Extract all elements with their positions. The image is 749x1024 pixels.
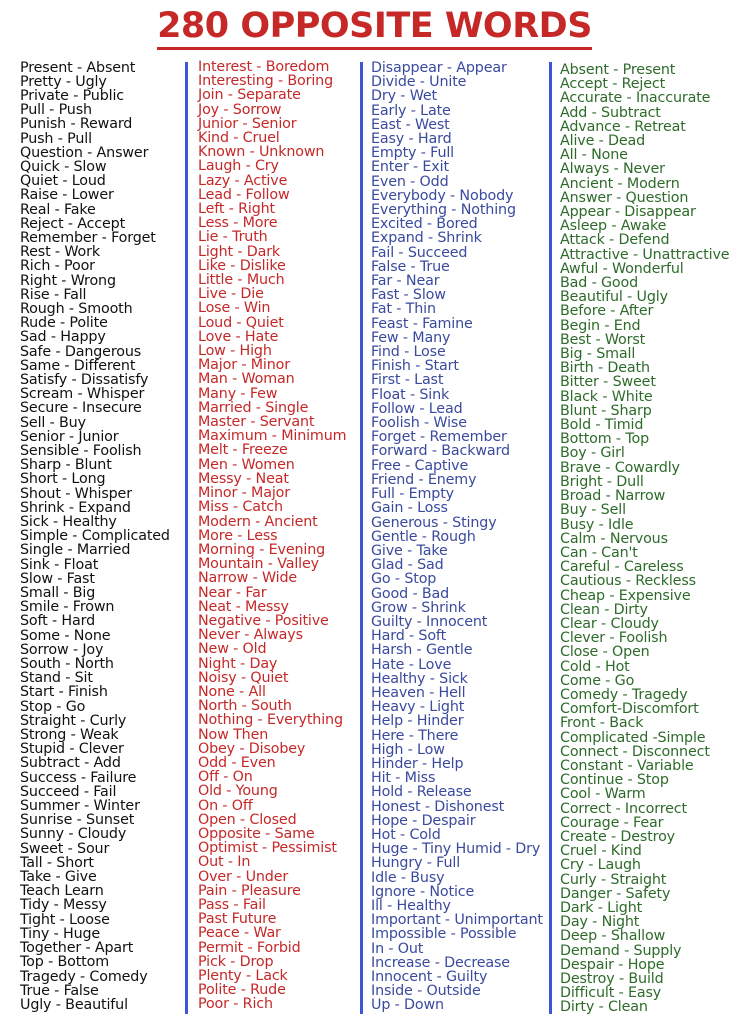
word-pair-item: Cold - Hot — [560, 658, 630, 675]
word-pair-item: Bad - Good — [560, 275, 639, 292]
word-pair-item: Pick - Drop — [198, 953, 274, 970]
word-pair-item: Add - Subtract — [560, 104, 661, 121]
word-pair-item: Close - Open — [560, 644, 650, 661]
word-pair-item: Innocent - Guilty — [371, 969, 488, 985]
word-pair-item: Right - Wrong — [20, 272, 116, 289]
column-divider-1 — [185, 62, 188, 1014]
word-pair-item: Tight - Loose — [20, 911, 110, 928]
word-pair-item: Rest - Work — [20, 244, 100, 261]
word-pair-item: Demand - Supply — [560, 942, 682, 959]
word-pair-item: Many - Few — [198, 385, 278, 402]
word-pair-item: Inside - Outside — [371, 983, 481, 1000]
word-pair-item: Danger - Safety — [560, 885, 671, 902]
word-pair-item: Float - Sink — [371, 386, 450, 403]
word-pair-item: Plenty - Lack — [198, 968, 288, 984]
word-column-4 — [560, 63, 729, 1015]
word-pair-item: Healthy - Sick — [371, 670, 468, 687]
word-pair-item: Friend - Enemy — [371, 471, 477, 488]
word-pair-item: Here - There — [371, 727, 459, 744]
word-pair-item: Never - Always — [198, 627, 303, 644]
word-pair-item: Important - Unimportant — [371, 912, 543, 929]
word-pair-item: Sorrow - Joy — [20, 641, 104, 658]
word-pair-item: Opposite - Same — [198, 825, 315, 842]
word-pair-item: North - South — [198, 698, 292, 715]
word-pair-item: New - Old — [198, 641, 267, 658]
word-pair-item: Alive - Dead — [560, 133, 646, 150]
word-pair-item: Busy - Idle — [560, 516, 634, 533]
word-pair-item: First - Last — [371, 372, 444, 389]
word-pair-item: Heavy - Light — [371, 699, 465, 716]
word-pair-item: Everybody - Nobody — [371, 187, 514, 204]
word-pair-item: Cruel - Kind — [560, 843, 642, 860]
word-pair-item: Safe - Dangerous — [20, 343, 142, 360]
word-pair-item: Fast - Slow — [371, 287, 446, 304]
word-pair-item: Always - Never — [560, 161, 665, 178]
word-pair-item: Sunny - Cloudy — [20, 826, 127, 843]
word-pair-item: Joy - Sorrow — [198, 101, 282, 118]
word-pair-item: Empty - Full — [371, 145, 454, 162]
word-pair-item: Harsh - Gentle — [371, 642, 473, 659]
word-pair-item: Same - Different — [20, 357, 136, 374]
word-pair-item: Disappear - Appear — [371, 60, 507, 76]
word-pair-item: Awful - Wonderful — [560, 260, 684, 277]
word-pair-item: Up - Down — [371, 997, 444, 1014]
word-pair-item: Careful - Careless — [560, 559, 684, 576]
word-pair-item: Tragedy - Comedy — [20, 968, 148, 985]
word-pair-item: Big - Small — [560, 346, 636, 363]
word-pair-item: Sharp - Blunt — [20, 457, 112, 474]
word-pair-item: Continue - Stop — [560, 772, 669, 789]
word-pair-item: Dark - Light — [560, 899, 643, 916]
word-pair-item: Kind - Cruel — [198, 130, 280, 147]
word-pair-item: Fail - Succeed — [371, 244, 468, 261]
word-pair-item: Light - Dark — [198, 243, 281, 260]
word-pair-item: Satisfy - Dissatisfy — [20, 371, 149, 388]
word-pair-item: Neat - Messy — [198, 598, 289, 615]
word-pair-item: Major - Minor — [198, 357, 290, 374]
word-pair-item: Dirty - Clean — [560, 999, 648, 1016]
word-pair-item: Boy - Girl — [560, 445, 625, 462]
word-pair-item: Hot - Cold — [371, 826, 441, 843]
word-pair-item: Clear - Cloudy — [560, 615, 659, 632]
word-pair-item: Day - Night — [560, 914, 640, 931]
word-pair-item: Hope - Despair — [371, 812, 476, 829]
word-pair-item: Buy - Sell — [560, 502, 626, 519]
word-pair-item: Start - Finish — [20, 684, 108, 701]
word-pair-item: Some - None — [20, 627, 111, 644]
word-pair-item: Noisy - Quiet — [198, 669, 289, 686]
word-pair-item: Give - Take — [371, 542, 448, 559]
word-pair-item: Take - Give — [20, 869, 97, 886]
word-pair-item: Maximum - Minimum — [198, 428, 347, 445]
word-pair-item: Feast - Famine — [371, 315, 473, 332]
word-pair-item: Raise - Lower — [20, 187, 114, 204]
word-pair-item: Hold - Release — [371, 784, 472, 801]
word-pair-item: Idle - Busy — [371, 869, 445, 886]
word-pair-item: Over - Under — [198, 868, 289, 885]
word-pair-item: Rich - Poor — [20, 258, 95, 275]
word-pair-item: Summer - Winter — [20, 798, 140, 815]
word-pair-item: Guilty - Innocent — [371, 613, 488, 630]
word-pair-item: Glad - Sad — [371, 557, 444, 574]
word-pair-item: Destroy - Build — [560, 971, 664, 987]
word-pair-item: Connect - Disconnect — [560, 743, 710, 760]
word-pair-item: Master - Servant — [198, 414, 315, 431]
word-pair-item: Sell - Buy — [20, 414, 86, 431]
word-pair-item: Punish - Reward — [20, 116, 133, 133]
word-pair-item: Quick - Slow — [20, 158, 107, 175]
word-pair-item: Loud - Quiet — [198, 314, 284, 331]
word-pair-item: Off - On — [198, 769, 253, 786]
word-pair-item: Good - Bad — [371, 585, 450, 602]
word-pair-item: Private - Public — [20, 87, 125, 104]
word-pair-item: Broad - Narrow — [560, 488, 666, 505]
word-pair-item: Married - Single — [198, 399, 309, 416]
word-pair-item: Pull - Push — [20, 102, 92, 119]
word-pair-item: Success - Failure — [20, 769, 137, 786]
word-pair-item: Sick - Healthy — [20, 514, 117, 530]
word-pair-item: Stupid - Clever — [20, 741, 124, 758]
word-pair-item: Modern - Ancient — [198, 513, 318, 530]
word-list-1 — [20, 61, 170, 1013]
word-pair-item: Courage - Fear — [560, 814, 664, 831]
word-pair-item: Dry - Wet — [371, 88, 437, 105]
word-pair-item: East - West — [371, 116, 450, 133]
word-pair-item: Asleep - Awake — [560, 218, 667, 235]
word-pair-item: Begin - End — [560, 317, 641, 334]
word-pair-item: Question - Answer — [20, 144, 149, 161]
word-pair-item: Excited - Bored — [371, 216, 478, 233]
word-pair-item: Negative - Positive — [198, 612, 329, 629]
word-pair-item: Permit - Forbid — [198, 939, 301, 956]
word-pair-item: Secure - Insecure — [20, 400, 142, 417]
word-pair-item: Lose - Win — [198, 300, 271, 317]
word-pair-item: Ill - Healthy — [371, 897, 451, 914]
word-pair-item: Easy - Hard — [371, 131, 452, 148]
word-pair-item: Interesting - Boring — [198, 73, 333, 90]
word-pair-item: Find - Lose — [371, 344, 446, 361]
word-pair-item: Full - Empty — [371, 486, 454, 503]
word-pair-item: Fat - Thin — [371, 301, 436, 318]
word-pair-item: Birth - Death — [560, 360, 650, 377]
word-pair-item: Pass - Fail — [198, 896, 266, 913]
word-pair-item: Present - Absent — [20, 59, 136, 76]
word-pair-item: Curly - Straight — [560, 871, 667, 888]
word-pair-item: Polite - Rude — [198, 982, 286, 999]
word-pair-item: Push - Pull — [20, 130, 92, 147]
word-pair-item: Hit - Miss — [371, 770, 436, 787]
word-pair-item: Messy - Neat — [198, 470, 289, 487]
word-pair-item: Mountain - Valley — [198, 556, 319, 573]
word-pair-item: Quiet - Loud — [20, 173, 106, 190]
word-pair-item: Man - Woman — [198, 371, 295, 388]
word-pair-item: Expand - Shrink — [371, 230, 482, 247]
word-pair-item: Little - Much — [198, 272, 285, 289]
word-pair-item: Beautiful - Ugly — [560, 289, 668, 306]
word-pair-item: Straight - Curly — [20, 712, 127, 729]
word-pair-item: Constant - Variable — [560, 757, 694, 774]
word-pair-item: Calm - Nervous — [560, 530, 668, 547]
word-pair-item: Together - Apart — [20, 940, 134, 957]
word-pair-item: Comfort-Discomfort — [560, 701, 699, 718]
word-pair-item: Front - Back — [560, 715, 644, 732]
word-pair-item: Hungry - Full — [371, 855, 461, 872]
word-pair-item: Open - Closed — [198, 811, 297, 828]
word-pair-item: Soft - Hard — [20, 613, 96, 630]
word-pair-item: Hard - Soft — [371, 628, 447, 645]
word-pair-item: High - Low — [371, 741, 445, 758]
word-pair-item: Laugh - Cry — [198, 158, 279, 175]
word-pair-item: Complicated -Simple — [560, 729, 706, 746]
word-list-3 — [371, 61, 543, 1013]
word-pair-item: Follow - Lead — [371, 400, 463, 417]
word-pair-item: Help - Hinder — [371, 713, 464, 730]
word-column-2 — [198, 60, 346, 1012]
word-pair-item: Accurate - Inaccurate — [560, 90, 711, 107]
word-pair-item: Go - Stop — [371, 571, 437, 588]
word-pair-item: Accept - Reject — [560, 76, 666, 93]
word-pair-item: None - All — [198, 683, 266, 700]
word-column-3 — [371, 61, 543, 1013]
word-pair-item: Pain - Pleasure — [198, 882, 301, 899]
word-pair-item: Succeed - Fail — [20, 783, 117, 800]
word-pair-item: Absent - Present — [560, 62, 676, 78]
word-pair-item: Bitter - Sweet — [560, 374, 656, 391]
word-pair-item: Hate - Love — [371, 656, 452, 673]
word-pair-item: Enter - Exit — [371, 159, 449, 176]
word-pair-item: Morning - Evening — [198, 541, 326, 558]
word-pair-item: Cool - Warm — [560, 786, 646, 803]
word-pair-item: Best - Worst — [560, 331, 646, 348]
word-pair-item: Come - Go — [560, 672, 635, 689]
word-pair-item: Difficult - Easy — [560, 985, 662, 1002]
word-pair-item: Ignore - Notice — [371, 883, 475, 900]
word-pair-item: Tidy - Messy — [20, 897, 107, 914]
word-pair-item: South - North — [20, 656, 114, 673]
word-pair-item: Poor - Rich — [198, 996, 273, 1013]
word-pair-item: Tiny - Huge — [20, 925, 101, 942]
word-pair-item: Shout - Whisper — [20, 485, 132, 502]
word-pair-item: Miss - Catch — [198, 499, 283, 516]
word-pair-item: Tall - Short — [20, 854, 94, 871]
word-pair-item: Narrow - Wide — [198, 570, 298, 587]
word-pair-item: Strong - Weak — [20, 727, 119, 744]
word-pair-item: Bottom - Top — [560, 431, 650, 448]
word-pair-item: Top - Bottom — [20, 954, 110, 971]
word-pair-item: False - True — [371, 258, 450, 275]
column-divider-3 — [549, 62, 552, 1014]
word-pair-item: Create - Destroy — [560, 828, 675, 845]
word-pair-item: Now Then — [198, 726, 269, 743]
word-pair-item: Appear - Disappear — [560, 204, 696, 221]
word-pair-item: Ugly - Beautiful — [20, 996, 128, 1013]
word-pair-item: Huge - Tiny Humid - Dry — [371, 841, 541, 858]
word-pair-item: Pretty - Ugly — [20, 73, 107, 90]
word-pair-item: Forward - Backward — [371, 443, 510, 460]
word-pair-item: Free - Captive — [371, 457, 469, 474]
word-pair-item: Odd - Even — [198, 754, 276, 771]
word-pair-item: Slow - Fast — [20, 570, 95, 587]
word-pair-item: Clean - Dirty — [560, 601, 648, 618]
word-pair-item: Small - Big — [20, 585, 96, 602]
word-pair-item: Shrink - Expand — [20, 499, 131, 516]
word-pair-item: Sunrise - Sunset — [20, 812, 135, 829]
word-pair-item: Rough - Smooth — [20, 300, 133, 317]
word-pair-item: Grow - Shrink — [371, 599, 466, 616]
word-pair-item: Scream - Whisper — [20, 386, 145, 403]
word-pair-item: Lie - Truth — [198, 229, 268, 246]
word-pair-item: Clever - Foolish — [560, 630, 668, 647]
word-pair-item: Honest - Dishonest — [371, 798, 505, 815]
word-pair-item: Answer - Question — [560, 189, 689, 206]
word-pair-item: Correct - Incorrect — [560, 800, 687, 817]
word-pair-item: Despair - Hope — [560, 956, 665, 973]
column-divider-2 — [360, 62, 363, 1014]
word-pair-item: Known - Unknown — [198, 144, 325, 161]
word-pair-item: Sad - Happy — [20, 329, 106, 346]
word-pair-item: Old - Young — [198, 783, 278, 800]
word-pair-item: Short - Long — [20, 471, 106, 488]
word-pair-item: Black - White — [560, 388, 653, 405]
word-pair-item: Single - Married — [20, 542, 131, 559]
word-pair-item: Comedy - Tragedy — [560, 686, 688, 703]
word-pair-item: Reject - Accept — [20, 215, 126, 232]
word-pair-item: Blunt - Sharp — [560, 402, 652, 419]
word-pair-item: Less - More — [198, 215, 278, 232]
word-pair-item: Smile - Frown — [20, 599, 115, 616]
word-pair-item: Increase - Decrease — [371, 954, 510, 971]
word-pair-item: Sweet - Sour — [20, 840, 110, 857]
word-pair-item: Forget - Remember — [371, 429, 507, 446]
word-pair-item: Everything - Nothing — [371, 202, 516, 219]
word-pair-item: Gentle - Rough — [371, 528, 476, 545]
word-pair-item: Heaven - Hell — [371, 684, 466, 701]
word-pair-item: Few - Many — [371, 329, 451, 346]
word-pair-item: Subtract - Add — [20, 755, 121, 772]
word-column-1 — [20, 61, 170, 1013]
word-pair-item: Can - Can't — [560, 544, 638, 561]
word-pair-item: Far - Near — [371, 273, 440, 290]
word-pair-item: Stop - Go — [20, 698, 86, 715]
word-pair-item: Bold - Timid — [560, 417, 644, 434]
word-pair-item: Rise - Fall — [20, 286, 87, 303]
word-pair-item: Stand - Sit — [20, 670, 93, 687]
word-pair-item: Junior - Senior — [198, 115, 297, 132]
word-pair-item: Cautious - Reckless — [560, 573, 696, 590]
word-pair-item: On - Off — [198, 797, 253, 814]
word-pair-item: Sink - Float — [20, 556, 99, 573]
word-pair-item: Near - Far — [198, 584, 267, 601]
word-pair-item: Senior - Junior — [20, 428, 119, 445]
word-pair-item: Nothing - Everything — [198, 712, 343, 729]
word-pair-item: Peace - War — [198, 925, 281, 942]
word-pair-item: Even - Odd — [371, 173, 449, 190]
word-pair-item: Impossible - Possible — [371, 926, 517, 943]
word-pair-item: Teach Learn — [20, 883, 104, 900]
word-pair-item: Simple - Complicated — [20, 528, 170, 545]
word-pair-item: Cry - Laugh — [560, 857, 641, 874]
word-pair-item: Interest - Boredom — [198, 59, 330, 75]
word-pair-item: Low - High — [198, 343, 272, 360]
word-pair-item: Bright - Dull — [560, 473, 644, 490]
word-pair-item: Night - Day — [198, 655, 278, 672]
word-pair-item: Minor - Major — [198, 485, 290, 502]
word-pair-item: Melt - Freeze — [198, 442, 288, 459]
word-pair-item: Sensible - Foolish — [20, 442, 142, 459]
word-pair-item: Out - In — [198, 854, 251, 871]
word-pair-item: Live - Die — [198, 286, 264, 303]
page-title-text: 280 OPPOSITE WORDS — [157, 6, 592, 50]
word-pair-item: Deep - Shallow — [560, 928, 666, 945]
word-pair-item: Men - Women — [198, 456, 295, 473]
word-list-4 — [560, 63, 729, 1015]
word-pair-item: Ancient - Modern — [560, 175, 680, 192]
word-pair-item: Lead - Follow — [198, 186, 290, 203]
word-pair-item: Past Future — [198, 911, 277, 928]
word-pair-item: In - Out — [371, 940, 424, 957]
word-pair-item: More - Less — [198, 527, 278, 544]
word-pair-item: Advance - Retreat — [560, 118, 686, 135]
word-list-2 — [198, 60, 346, 1012]
word-pair-item: Obey - Disobey — [198, 740, 306, 757]
word-pair-item: Attack - Defend — [560, 232, 670, 249]
word-pair-item: Foolish - Wise — [371, 415, 467, 432]
word-pair-item: Lazy - Active — [198, 172, 288, 189]
word-pair-item: Rude - Polite — [20, 315, 108, 332]
word-pair-item: Remember - Forget — [20, 229, 156, 246]
word-pair-item: Gain - Loss — [371, 500, 448, 517]
word-pair-item: Left - Right — [198, 201, 275, 218]
word-pair-item: Early - Late — [371, 102, 451, 119]
word-pair-item: Before - After — [560, 303, 654, 320]
word-pair-item: Hinder - Help — [371, 755, 464, 772]
page-title — [0, 4, 749, 48]
word-pair-item: Finish - Start — [371, 358, 459, 375]
word-pair-item: All - None — [560, 147, 628, 164]
word-pair-item: Like - Dislike — [198, 257, 286, 274]
word-pair-item: Brave - Cowardly — [560, 459, 680, 476]
word-pair-item: Join - Separate — [198, 87, 301, 104]
word-pair-item: Generous - Stingy — [371, 514, 497, 531]
word-pair-item: Attractive - Unattractive — [560, 246, 730, 263]
word-pair-item: Optimist - Pessimist — [198, 840, 337, 857]
word-pair-item: Cheap - Expensive — [560, 587, 691, 604]
word-pair-item: Real - Fake — [20, 201, 96, 218]
word-pair-item: Love - Hate — [198, 328, 279, 345]
word-pair-item: Divide - Unite — [371, 74, 467, 91]
word-pair-item: True - False — [20, 982, 99, 999]
